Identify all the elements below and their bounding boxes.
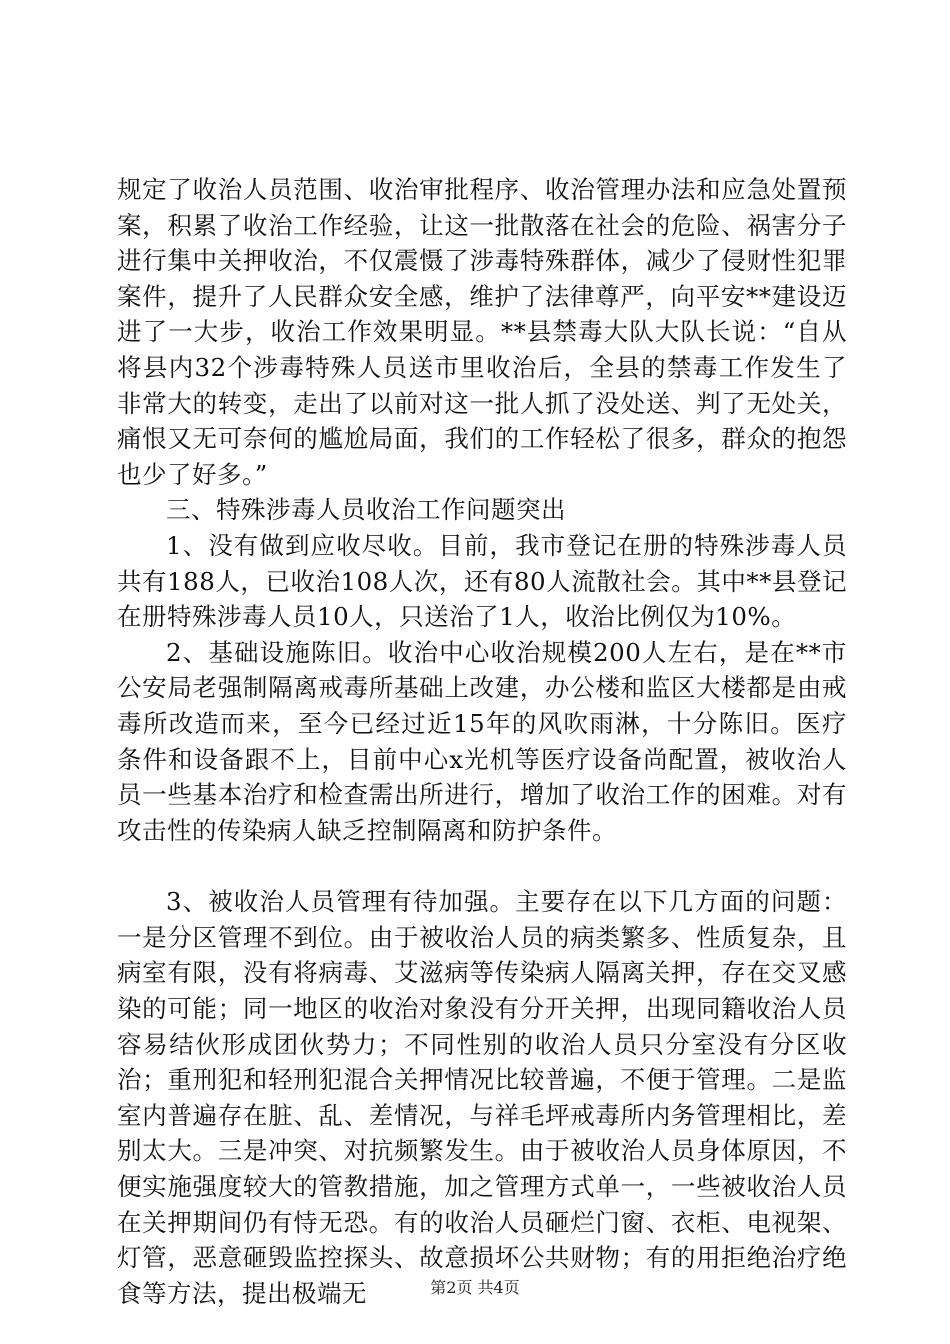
document-body: [117, 172, 847, 1311]
paragraph-item-2: 2、基础设施陈旧。收治中心收治规模200人左右，是在**市公安局老强制隔离戒毒所基础上改建，办公楼和监区大楼都是由戒毒所改造而来，至今已经过近15年的风吹雨淋，十分陈旧。医疗条件和设备跟不上，目前中心x光机等医疗设备尚配置，被收治人员一些基本治疗和检查需出所进行，增加了收治工作的困难。对有攻击性的传染病人缺乏控制隔离和防护条件。: [117, 637, 847, 845]
paragraph-continuation: 规定了收治人员范围、收治审批程序、收治管理办法和应急处置预案，积累了收治工作经验，让这一批散落在社会的危险、祸害分子进行集中关押收治，不仅震慑了涉毒特殊群体，减少了侵财性犯罪案件，提升了人民群众安全感，维护了法律尊严，向平安**建设迈进了一大步，收治工作效果明显。**县禁毒大队大队长说：“自从将县内32个涉毒特殊人员送市里收治后，全县的禁毒工作发生了非常大的转变，走出了以前对这一批人抓了没处送、判了无处关，痛恨又无可奈何的尴尬局面，我们的工作轻松了很多，群众的抱怨也少了好多。”: [117, 175, 847, 489]
paragraph-item-3: 3、被收治人员管理有待加强。主要存在以下几方面的问题：一是分区管理不到位。由于被收治人员的病类繁多、性质复杂，且病室有限，没有将病毒、艾滋病等传染病人隔离关押，存在交叉感染的可能；同一地区的收治对象没有分开关押，出现同籍收治人员容易结伙形成团伙势力；不同性别的收治人员只分室没有分区收治；重刑犯和轻刑犯混合关押情况比较普遍，不便于管理。二是监室内普遍存在脏、乱、差情况，与祥毛坪戒毒所内务管理相比，差别太大。三是冲突、对抗频繁发生。由于被收治人员身体原因，不便实施强度较大的管教措施，加之管理方式单一，一些被收治人员在关押期间仍有恃无恐。有的收治人员砸烂门窗、衣柜、电视架、灯管，恶意砸毁监控探头、故意损坏公共财物；有的用拒绝治疗绝食等方法，提出极端无: [117, 887, 847, 1308]
paragraph-item-1: 1、没有做到应收尽收。目前，我市登记在册的特殊涉毒人员共有188人，已收治108人次，还有80人流散社会。其中**县登记在册特殊涉毒人员10人，只送治了1人，收治比例仅为10%。: [117, 530, 847, 632]
paragraph-gap: [117, 848, 847, 884]
page-footer: 第2页 共4页: [430, 1278, 520, 1297]
section-heading: 三、特殊涉毒人员收治工作问题突出: [166, 495, 566, 525]
